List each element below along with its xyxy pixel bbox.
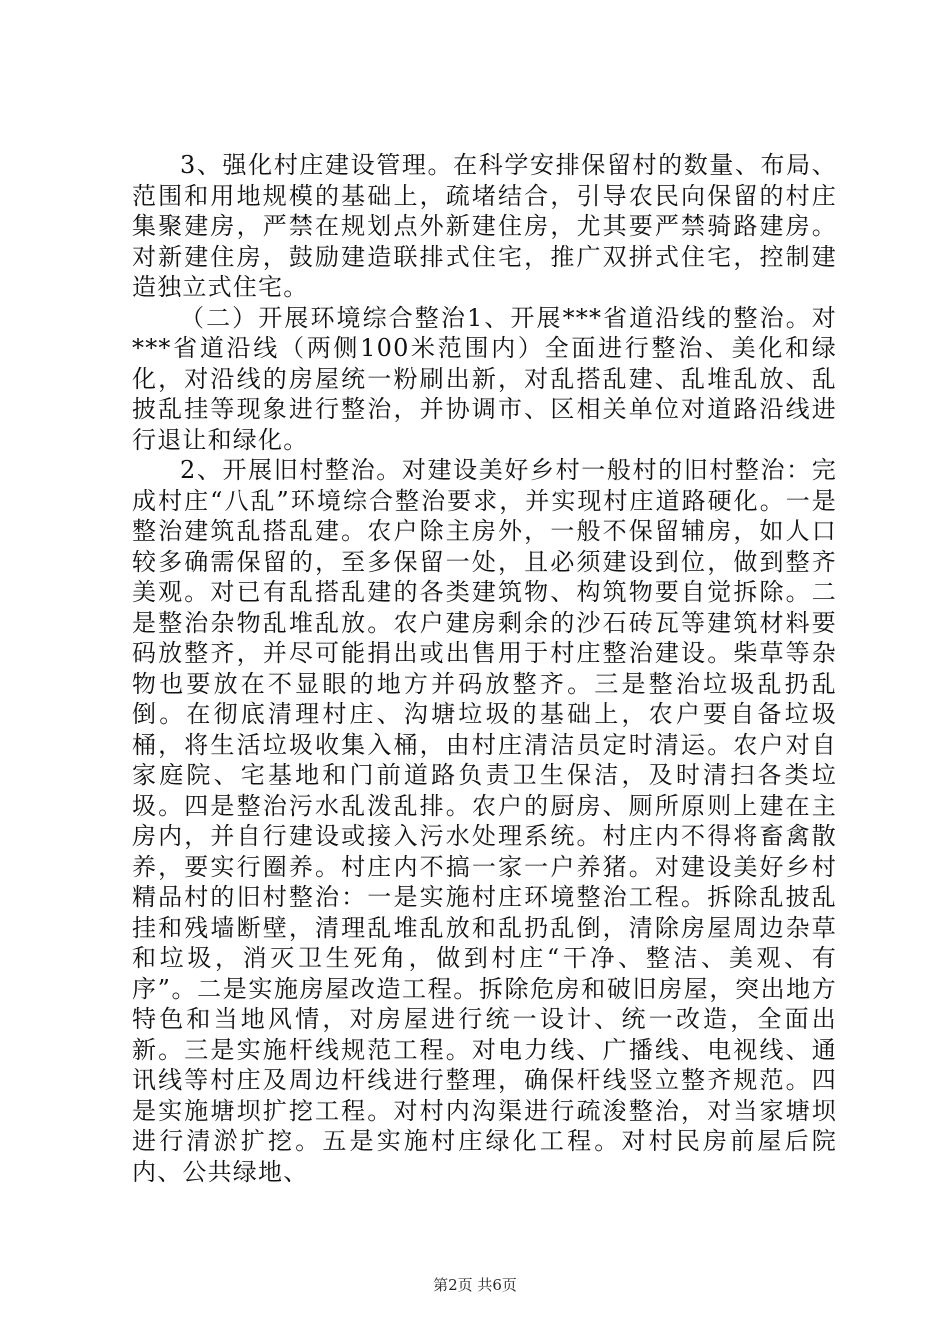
body-text [132, 150, 837, 1187]
paragraph-environment-rectification: （二）开展环境综合整治1、开展***省道沿线的整治。对***省道沿线（两侧100米范围内）全面进行整治、美化和绿化，对沿线的房屋统一粉刷出新，对乱搭乱建、乱堆乱放、乱披乱挂等现象进行整治，并协调市、区相关单位对道路沿线进行退让和绿化。 [132, 303, 837, 454]
paragraph-village-construction: 3、强化村庄建设管理。在科学安排保留村的数量、布局、范围和用地规模的基础上，疏堵结合，引导农民向保留的村庄集聚建房，严禁在规划点外新建住房，尤其要严禁骑路建房。对新建住房，鼓励建造联排式住宅，推广双拼式住宅，控制建造独立式住宅。 [132, 151, 837, 301]
page-number-footer: 第2页 共6页 [433, 1276, 517, 1294]
paragraph-old-village-rectification: 2、开展旧村整治。对建设美好乡村一般村的旧村整治：完成村庄“八乱”环境综合整治要求，并实现村庄道路硬化。一是整治建筑乱搭乱建。农户除主房外，一般不保留辅房，如人口较多确需保留的，至多保留一处，且必须建设到位，做到整齐美观。对已有乱搭乱建的各类建筑物、构筑物要自觉拆除。二是整治杂物乱堆乱放。农户建房剩余的沙石砖瓦等建筑材料要码放整齐，并尽可能捐出或出售用于村庄整治建设。柴草等杂物也要放在不显眼的地方并码放整齐。三是整治垃圾乱扔乱倒。在彻底清理村庄、沟塘垃圾的基础上，农户要自备垃圾桶，将生活垃圾收集入桶，由村庄清洁员定时清运。农户对自家庭院、宅基地和门前道路负责卫生保洁，及时清扫各类垃圾。四是整治污水乱泼乱排。农户的厨房、厕所原则上建在主房内，并自行建设或接入污水处理系统。村庄内不得将畜禽散养，要实行圈养。村庄内不搞一家一户养猪。对建设美好乡村精品村的旧村整治：一是实施村庄环境整治工程。拆除乱披乱挂和残墙断壁，清理乱堆乱放和乱扔乱倒，清除房屋周边杂草和垃圾，消灭卫生死角，做到村庄“干净、整洁、美观、有序”。二是实施房屋改造工程。拆除危房和破旧房屋，突出地方特色和当地风情，对房屋进行统一设计、统一改造，全面出新。三是实施杆线规范工程。对电力线、广播线、电视线、通讯线等村庄及周边杆线进行整理，确保杆线竖立整齐规范。四是实施塘坝扩挖工程。对村内沟渠进行疏浚整治，对当家塘坝进行清淤扩挖。五是实施村庄绿化工程。对村民房前屋后院内、公共绿地、 [132, 456, 837, 1186]
